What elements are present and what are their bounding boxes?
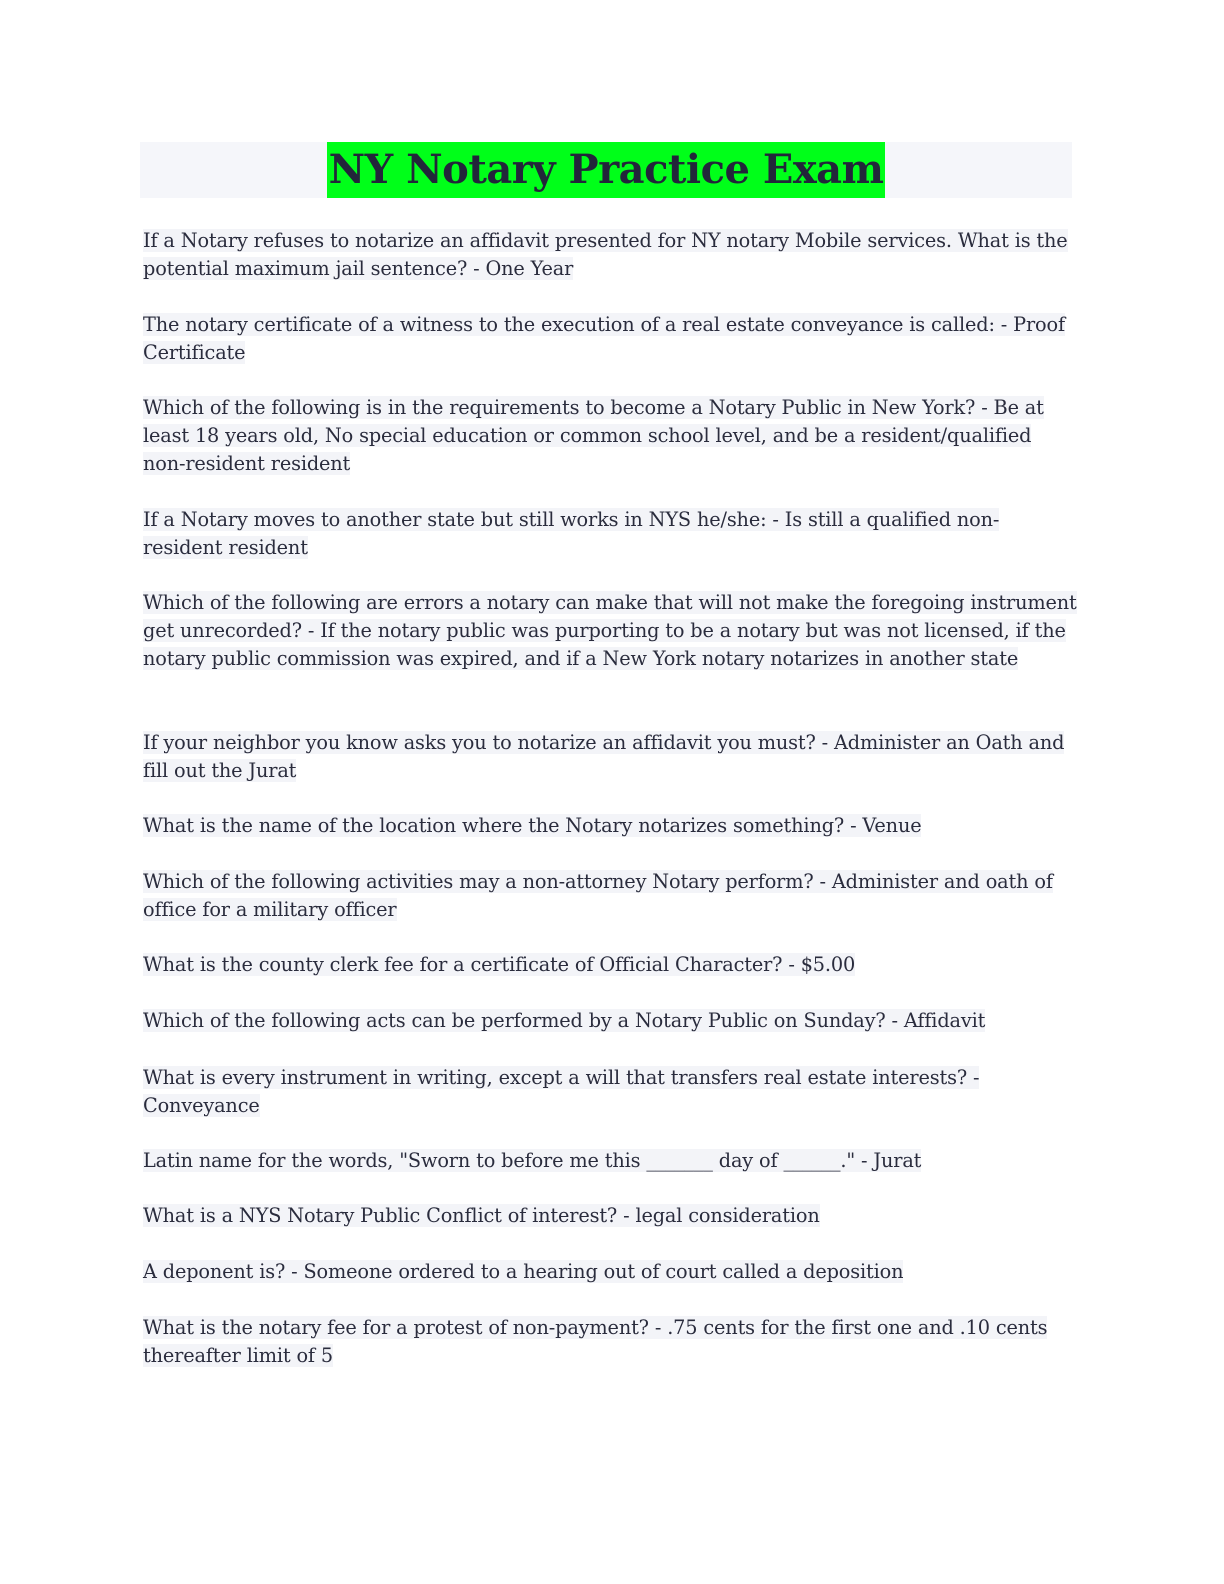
qa-item-text: If a Notary moves to another state but still works in NYS he/she: - Is still a qualified non-resident resident [143, 508, 1000, 559]
qa-item-text: Which of the following acts can be performed by a Notary Public on Sunday? - Affidavit [143, 1009, 986, 1032]
qa-item-text: A deponent is? - Someone ordered to a hearing out of court called a deposition [143, 1260, 904, 1283]
qa-item-1 [143, 227, 1077, 283]
qa-item-text: The notary certificate of a witness to the execution of a real estate conveyance is called: - Proof Certificate [143, 313, 1065, 364]
title-bar [140, 142, 1072, 198]
qa-item-8 [143, 868, 1077, 924]
qa-item-text: Latin name for the words, "Sworn to before me this _______ day of ______." - Jurat [143, 1149, 922, 1172]
qa-item-text: What is the name of the location where the Notary notarizes something? - Venue [143, 814, 922, 837]
qa-item-text: Which of the following activities may a non-attorney Notary perform? - Administer and oath of office for a military officer [143, 870, 1053, 921]
qa-item-10 [143, 1007, 1077, 1035]
qa-item-text: What is the county clerk fee for a certificate of Official Character? - $5.00 [143, 953, 856, 976]
qa-item-text: If your neighbor you know asks you to notarize an affidavit you must? - Administer an Oath and fill out the Jurat [143, 731, 1065, 782]
qa-item-text: What is every instrument in writing, except a will that transfers real estate interests? - Conveyance [143, 1066, 980, 1117]
qa-item-15 [143, 1314, 1077, 1370]
qa-item-6 [143, 729, 1077, 785]
qa-item-13 [143, 1202, 1077, 1230]
qa-item-7 [143, 812, 1077, 840]
qa-item-text: Which of the following are errors a notary can make that will not make the foregoing instrument get unrecorded? - If the notary public was purporting to be a notary but was not licensed, if the notary public commission was expired, and if a New York notary notarizes in another state [143, 591, 1077, 670]
qa-item-4 [143, 506, 1077, 562]
qa-item-11 [143, 1064, 1077, 1120]
qa-item-12 [143, 1147, 1077, 1175]
qa-item-14 [143, 1258, 1077, 1286]
page-title: NY Notary Practice Exam [327, 142, 886, 198]
qa-item-text: What is the notary fee for a protest of non-payment? - .75 cents for the first one and .10 cents thereafter limit of 5 [143, 1316, 1048, 1367]
qa-item-2 [143, 311, 1077, 367]
qa-item-text: Which of the following is in the requirements to become a Notary Public in New York? - Be at least 18 years old, No special education or common school level, and be a resident/qualified non-resident resident [143, 396, 1044, 475]
qa-item-text: If a Notary refuses to notarize an affidavit presented for NY notary Mobile services. What is the potential maximum jail sentence? - One Year [143, 229, 1068, 280]
qa-item-9 [143, 951, 1077, 979]
qa-item-3 [143, 394, 1077, 478]
qa-item-text: What is a NYS Notary Public Conflict of interest? - legal consideration [143, 1204, 820, 1227]
qa-item-5 [143, 589, 1077, 673]
